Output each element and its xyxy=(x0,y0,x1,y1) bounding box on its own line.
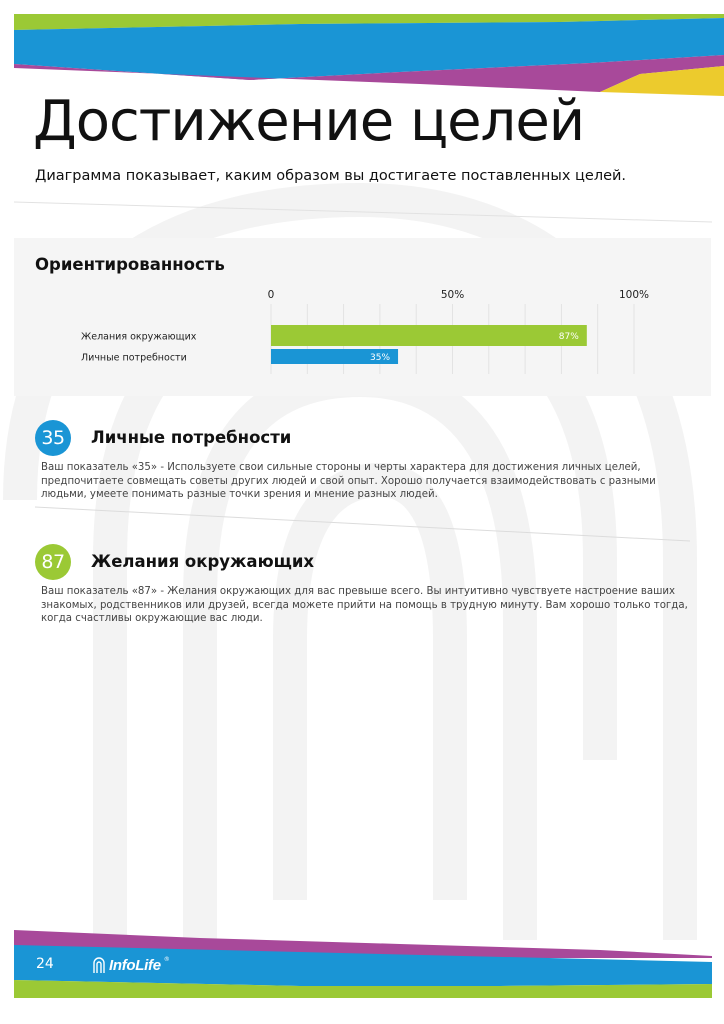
section-title-personal-needs: Личные потребности xyxy=(91,428,292,447)
infolife-logo xyxy=(92,953,170,977)
page-title: Достижение целей xyxy=(33,89,585,154)
score-badge-personal-needs: 35 xyxy=(35,420,71,456)
score-badge-others-wishes: 87 xyxy=(35,544,71,580)
page-subtitle: Диаграмма показывает, каким образом вы достигаете поставленных целей. xyxy=(35,168,627,184)
category-label-1: Личные потребности xyxy=(81,352,187,364)
orientation-bar-chart xyxy=(14,238,711,396)
data-label-0: 87% xyxy=(558,332,579,342)
section-title-others-wishes: Желания окружающих xyxy=(91,552,315,571)
logo-text: InfoLife xyxy=(109,956,161,974)
chart-panel xyxy=(14,238,711,396)
chart-title: Ориентированность xyxy=(35,255,225,274)
category-label-0: Желания окружающих xyxy=(81,331,197,343)
fingerprint-icon xyxy=(92,955,106,975)
page-number: 24 xyxy=(36,956,54,972)
x-tick-label-0: 0 xyxy=(267,289,275,301)
section-text-personal-needs: Ваш показатель «35» - Используете свои сильные стороны и черты характера для достижения личных целей, предпочитаете совмещать советы других людей и свой опыт. Хорошо получается взаимодействовать с разными людьми, умеете понимать разные точки зрения и мнение разных людей. xyxy=(41,462,656,500)
x-tick-label-100: 100% xyxy=(618,289,650,301)
bar-0 xyxy=(271,325,587,346)
logo-trademark: ® xyxy=(163,956,170,963)
x-tick-label-50: 50% xyxy=(440,289,465,301)
data-label-1: 35% xyxy=(370,353,391,363)
section-text-others-wishes: Ваш показатель «87» - Желания окружающих для вас превыше всего. Вы интуитивно чувствуете настроение ваших знакомых, родственников или друзей, всегда можете прийти на помощь в трудную минуту. Вам хорошо только тогда, когда счастливы окружающие вас люди. xyxy=(41,586,688,624)
